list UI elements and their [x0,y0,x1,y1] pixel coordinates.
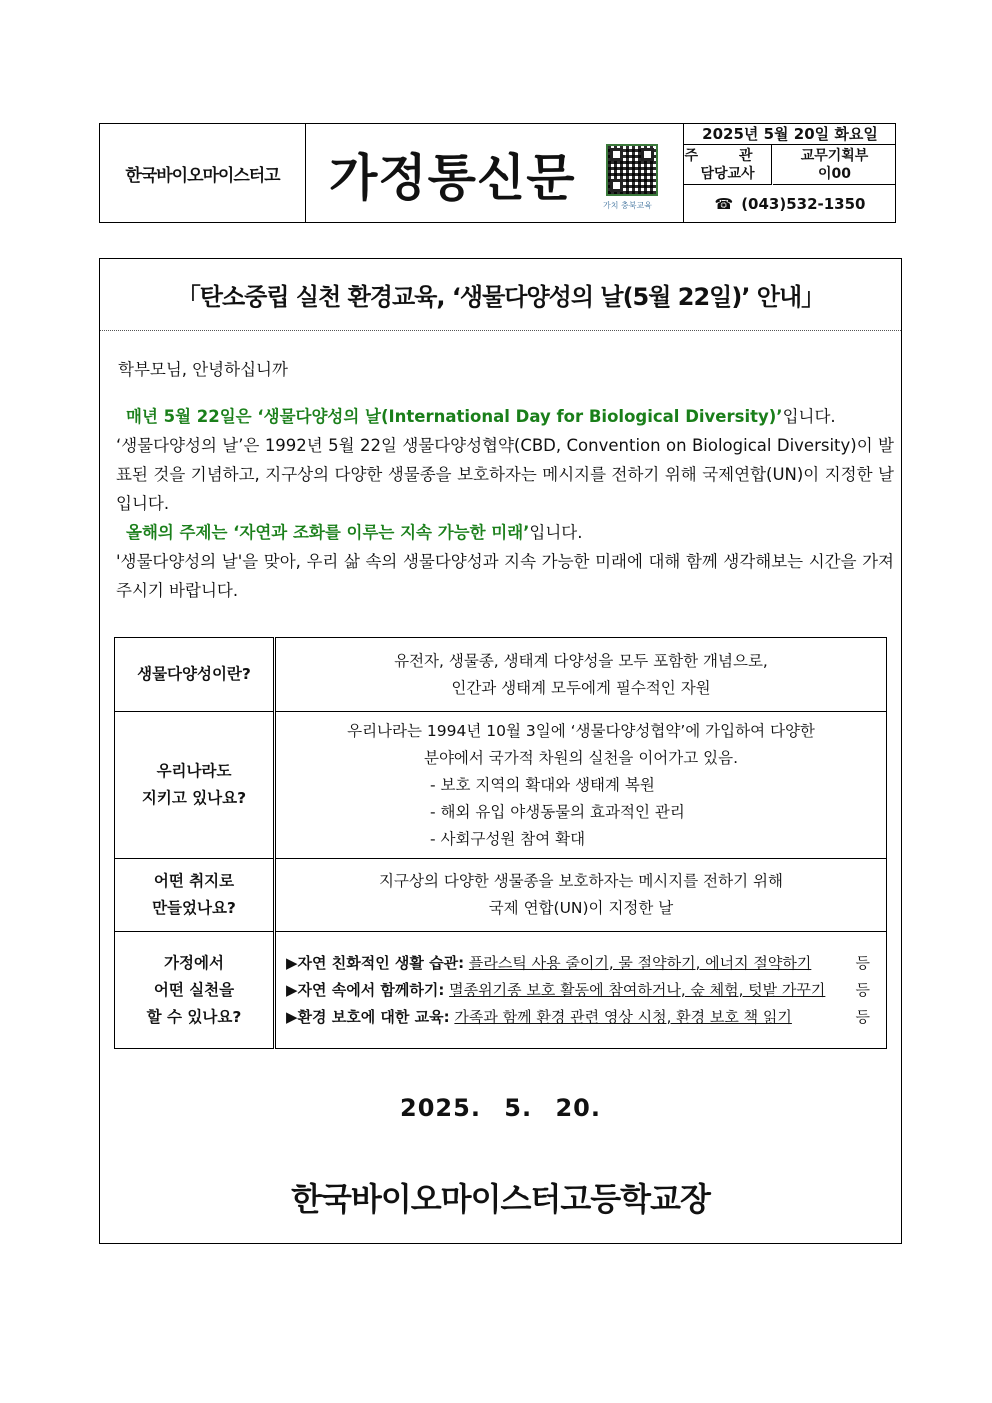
greeting: 학부모님, 안녕하십니까 [118,360,288,379]
question-cell [115,712,275,859]
table-row [115,932,887,1049]
paragraph-3-tail: 입니다. [529,523,583,542]
issue-date: 2025년 5월 20일 화요일 [684,124,896,145]
notice-text [108,355,894,605]
newsletter-header [99,123,896,223]
school-name: 한국바이오마이스터고 [100,124,306,222]
practice-item [286,950,880,977]
paragraph-1-tail: 입니다. [782,407,836,426]
paragraph-1-highlight: 매년 5월 22일은 ‘생물다양성의 날(International Day for Biological Diversity)’ [126,407,783,426]
phone-icon: ☎ [714,195,734,213]
principal-signature: 한국바이오마이스터고등학교장 [291,1180,710,1218]
table-row [115,859,887,932]
phone-number: (043)532-1350 [741,195,866,213]
practice-item [286,977,880,1004]
practice-text: 멸종위기종 보호 활동에 참여하거나, 숲 체험, 텃밭 가꾸기 [449,980,826,999]
answer-bullet: - 보호 지역의 확대와 생태계 복원 [430,775,655,794]
practice-text: 플라스틱 사용 줄이기, 물 절약하기, 에너지 절약하기 [468,953,812,972]
answer-bullet: - 해외 유입 야생동물의 효과적인 관리 [430,802,685,821]
title-cell [305,124,684,222]
answer-line: 유전자, 생물종, 생태계 다양성을 모두 포함한 개념으로, [394,651,768,670]
document-title: 가정통신문 [329,149,576,207]
table-row [115,638,887,712]
practice-text: 가족과 함께 환경 관련 영상 시청, 환경 보호 책 읽기 [454,1007,792,1026]
question-text: 할 수 있나요? [146,1007,242,1026]
answer-line: 분야에서 국가적 차원의 실천을 이어가고 있음. [423,748,739,767]
practice-label: ▶자연 속에서 함께하기: [286,980,445,999]
question-cell [115,859,275,932]
paragraph-1 [108,402,894,431]
table-row [115,712,887,859]
issue-date-footer: 2025. 5. 20. [400,1094,601,1122]
question-text: 만들었나요? [152,899,236,917]
paragraph-4: '생물다양성의 날'을 맞아, 우리 삶 속의 생물다양성과 지속 가능한 미래에 대해 함께 생각해보는 시간을 가져주시기 바랍니다. [116,552,894,600]
paragraph-2: ‘생물다양성의 날’은 1992년 5월 22일 생물다양성협약(CBD, Convention on Biological Diversity)이 발표된 것을 기념하고, 지구상의 다양한 생물종을 보호하자는 메시지를 전하기 위해 국제연합(UN)이 지정한 날입니다. [116,436,894,513]
question-text: 생물다양성이란? [137,665,251,683]
qr-caption: 가치 충북교육 [603,201,652,210]
question-text: 어떤 취지로 [153,872,235,890]
practice-label: ▶환경 보호에 대한 교육: [286,1007,450,1026]
question-cell [115,638,275,712]
dept-value [773,145,896,185]
department: 교무기획부 [800,148,869,164]
info-cell [684,124,896,222]
biodiversity-info-table [114,637,887,1049]
answer-cell [275,638,887,712]
dept-label [684,145,772,185]
question-cell [115,932,275,1049]
question-text: 가정에서 [164,953,224,972]
answer-cell [275,859,887,932]
phone-contact [684,186,896,222]
answer-cell [275,932,887,1049]
practice-tail: 등 [855,1007,870,1026]
question-text: 지키고 있나요? [141,789,247,807]
answer-line: 국제 연합(UN)이 지정한 날 [488,899,674,917]
practice-tail: 등 [855,953,870,972]
notice-title: 「탄소중립 실천 환경교육, ‘생물다양성의 날(5월 22일)’ 안내」 [100,259,901,331]
answer-bullet: - 사회구성원 참여 확대 [430,829,586,848]
dept-label-line2: 담당교사 [700,166,755,182]
question-text: 어떤 실천을 [153,980,235,999]
answer-line: 우리나라는 1994년 10월 3일에 ‘생물다양성협약’에 가입하여 다양한 [347,721,815,740]
dept-label-line1: 주 관 [684,148,771,164]
practice-item [286,1004,880,1031]
practice-label: ▶자연 친화적인 생활 습관: [286,953,465,972]
teacher: 이00 [817,166,851,182]
qr-code-icon [606,144,658,196]
answer-cell [275,712,887,859]
answer-line: 지구상의 다양한 생물종을 보호하자는 메시지를 전하기 위해 [379,872,783,890]
paragraph-3 [108,518,894,547]
practice-tail: 등 [855,980,870,999]
question-text: 우리나라도 [156,762,232,780]
paragraph-3-highlight: 올해의 주제는 ‘자연과 조화를 이루는 지속 가능한 미래’ [126,523,530,542]
answer-line: 인간과 생태계 모두에게 필수적인 자원 [451,678,711,697]
notice-body [99,258,902,1244]
